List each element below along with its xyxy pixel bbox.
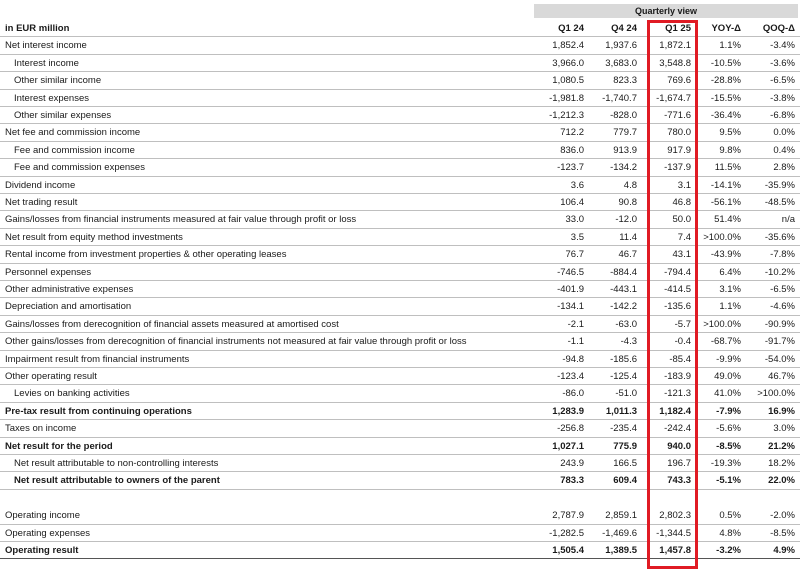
cell-q1-25: -135.6: [664, 301, 691, 313]
row-label: Interest expenses: [14, 92, 89, 104]
cell-qoq: -3.8%: [770, 92, 795, 104]
table-row: [0, 368, 800, 385]
table-row: [0, 403, 800, 420]
cell-q1-24: 3.6: [570, 179, 584, 191]
col-header-qoq: QOQ-Δ: [762, 23, 795, 34]
cell-q4-24: -142.2: [610, 301, 637, 313]
cell-q1-24: -86.0: [562, 388, 584, 400]
cell-q1-24: -401.9: [557, 284, 584, 295]
cell-q4-24: 3,683.0: [605, 57, 637, 69]
row-label: Gains/losses from derecognition of financial assets measured at amortised cost: [5, 318, 339, 330]
cell-q4-24: 913.9: [613, 144, 637, 156]
cell-qoq: -2.0%: [770, 510, 795, 522]
cell-q4-24: 823.3: [613, 75, 637, 87]
unit-label: in EUR million: [5, 23, 70, 34]
cell-q1-25: -771.6: [664, 110, 691, 121]
cell-q4-24: 2,859.1: [605, 510, 637, 522]
cell-qoq: n/a: [781, 214, 795, 226]
cell-qoq: -91.7%: [764, 336, 795, 348]
cell-yoy: -36.4%: [710, 110, 741, 121]
table-row: [0, 438, 800, 455]
cell-qoq: -4.6%: [770, 301, 795, 313]
cell-q1-25: 196.7: [667, 458, 691, 469]
table-row: [0, 229, 800, 246]
table-row: [0, 142, 800, 159]
table-row: [0, 72, 800, 89]
table-row: [0, 177, 800, 194]
row-label: Other administrative expenses: [5, 284, 134, 295]
cell-yoy: -28.8%: [710, 75, 741, 87]
cell-q1-25: 7.4: [677, 231, 691, 243]
row-label: Net interest income: [5, 40, 87, 52]
row-label: Interest income: [14, 57, 79, 69]
cell-q4-24: -134.2: [610, 162, 637, 174]
cell-q4-24: -443.1: [610, 284, 637, 295]
cell-q4-24: -4.3: [620, 336, 637, 348]
cell-q1-24: 243.9: [560, 458, 584, 469]
cell-qoq: 46.7%: [768, 371, 795, 382]
cell-q1-24: -256.8: [557, 423, 584, 435]
cell-qoq: -54.0%: [764, 353, 795, 365]
cell-q1-25: -242.4: [664, 423, 691, 435]
table-row: [0, 507, 800, 524]
cell-q4-24: -51.0: [615, 388, 637, 400]
col-header-q4-24: Q4 24: [611, 23, 637, 34]
cell-q1-24: 33.0: [565, 214, 584, 226]
table-row: [0, 194, 800, 211]
cell-q1-24: -134.1: [557, 301, 584, 313]
cell-q4-24: -125.4: [610, 371, 637, 382]
cell-qoq: -48.5%: [764, 197, 795, 208]
cell-qoq: 21.2%: [768, 440, 795, 452]
table-row: [0, 455, 800, 472]
cell-q1-25: -85.4: [669, 353, 691, 365]
cell-yoy: 49.0%: [714, 371, 741, 382]
row-label: Operating expenses: [5, 527, 91, 539]
cell-q1-24: -123.4: [557, 371, 584, 382]
cell-q1-24: 1,080.5: [552, 75, 584, 87]
row-label: Other operating result: [5, 371, 97, 382]
cell-yoy: -19.3%: [710, 458, 741, 469]
row-label: Other gains/losses from derecognition of financial instruments not measured at fair value through profit or loss: [5, 336, 467, 348]
cell-qoq: >100.0%: [757, 388, 795, 400]
cell-q1-25: 50.0: [672, 214, 691, 226]
cell-yoy: >100.0%: [703, 318, 741, 330]
cell-yoy: -43.9%: [710, 249, 741, 261]
table-row: [0, 55, 800, 72]
row-label: Levies on banking activities: [14, 388, 130, 400]
cell-yoy: 9.5%: [719, 127, 741, 139]
cell-yoy: -3.2%: [716, 545, 741, 556]
table-row: [0, 124, 800, 141]
cell-yoy: -15.5%: [710, 92, 741, 104]
cell-q1-24: -1,981.8: [549, 92, 584, 104]
table-row: [0, 211, 800, 228]
cell-q1-25: -1,674.7: [656, 92, 691, 104]
row-label: Net trading result: [5, 197, 78, 208]
cell-q4-24: 90.8: [618, 197, 637, 208]
cell-q1-25: 769.6: [667, 75, 691, 87]
table-row: [0, 420, 800, 437]
table-row: [0, 542, 800, 559]
cell-q1-24: 783.3: [560, 475, 584, 487]
cell-qoq: -90.9%: [764, 318, 795, 330]
row-label: Net fee and commission income: [5, 127, 141, 139]
cell-q1-24: -2.1: [567, 318, 584, 330]
cell-q1-25: 743.3: [667, 475, 691, 487]
cell-q1-24: 1,283.9: [552, 405, 584, 417]
cell-q1-24: 3.5: [570, 231, 584, 243]
cell-q1-24: -746.5: [557, 266, 584, 278]
cell-q1-25: 917.9: [667, 144, 691, 156]
cell-yoy: -9.9%: [716, 353, 741, 365]
cell-q1-24: -1.1: [567, 336, 584, 348]
table-row: [0, 525, 800, 542]
spacer-row: [0, 490, 800, 507]
cell-yoy: -7.9%: [716, 405, 741, 417]
cell-yoy: -5.1%: [716, 475, 741, 487]
cell-q1-25: -1,344.5: [656, 527, 691, 539]
cell-qoq: -8.5%: [770, 527, 795, 539]
cell-q4-24: -63.0: [615, 318, 637, 330]
row-label: Dividend income: [5, 179, 76, 191]
row-label: Fee and commission income: [14, 144, 135, 156]
table-row: [0, 385, 800, 402]
cell-q1-25: 3.1: [677, 179, 691, 191]
cell-q1-24: 1,852.4: [552, 40, 584, 52]
row-label: Fee and commission expenses: [14, 162, 145, 174]
cell-q1-25: -183.9: [664, 371, 691, 382]
cell-q1-25: -5.7: [674, 318, 691, 330]
cell-qoq: -35.6%: [764, 231, 795, 243]
cell-yoy: 1.1%: [719, 40, 741, 52]
cell-q4-24: -884.4: [610, 266, 637, 278]
row-label: Net result attributable to non-controlling interests: [14, 458, 219, 469]
table-row: [0, 298, 800, 315]
cell-q1-24: 76.7: [565, 249, 584, 261]
cell-q4-24: -1,469.6: [602, 527, 637, 539]
cell-q1-24: 1,027.1: [552, 440, 584, 452]
cell-q4-24: 46.7: [618, 249, 637, 261]
row-label: Other similar income: [14, 75, 102, 87]
cell-yoy: 6.4%: [719, 266, 741, 278]
cell-q1-24: 3,966.0: [552, 57, 584, 69]
cell-q1-25: 780.0: [667, 127, 691, 139]
cell-qoq: -3.6%: [770, 57, 795, 69]
cell-q1-24: 712.2: [560, 127, 584, 139]
cell-qoq: 0.0%: [773, 127, 795, 139]
col-header-yoy: YOY-Δ: [711, 23, 741, 34]
cell-q1-24: 1,505.4: [552, 545, 584, 556]
cell-qoq: 0.4%: [773, 144, 795, 156]
cell-qoq: -6.5%: [770, 75, 795, 87]
cell-q1-25: 2,802.3: [659, 510, 691, 522]
cell-yoy: -5.6%: [716, 423, 741, 435]
cell-yoy: 9.8%: [719, 144, 741, 156]
cell-q1-25: 1,457.8: [659, 545, 691, 556]
table-row: [0, 472, 800, 489]
cell-q1-24: 2,787.9: [552, 510, 584, 522]
row-label: Other similar expenses: [14, 110, 112, 121]
row-label: Depreciation and amortisation: [5, 301, 132, 313]
cell-q4-24: 11.4: [619, 231, 637, 243]
table-row: [0, 159, 800, 176]
cell-q4-24: -1,740.7: [602, 92, 637, 104]
cell-qoq: -3.4%: [770, 40, 795, 52]
cell-q1-25: 1,182.4: [659, 405, 691, 417]
cell-yoy: -8.5%: [716, 440, 741, 452]
cell-q1-24: 836.0: [560, 144, 584, 156]
row-label: Net result for the period: [5, 440, 113, 452]
cell-q1-25: 940.0: [667, 440, 691, 452]
cell-yoy: >100.0%: [703, 231, 741, 243]
cell-yoy: -56.1%: [710, 197, 741, 208]
cell-q1-25: 1,872.1: [659, 40, 691, 52]
row-label: Gains/losses from financial instruments measured at fair value through profit or loss: [5, 214, 357, 226]
table-row: [0, 316, 800, 333]
row-label: Net result attributable to owners of the parent: [14, 475, 220, 487]
cell-q1-24: -1,212.3: [549, 110, 584, 121]
cell-qoq: 2.8%: [773, 162, 795, 174]
row-label: Impairment result from financial instruments: [5, 353, 190, 365]
col-header-q1-25: Q1 25: [665, 23, 691, 34]
table-row: [0, 281, 800, 298]
cell-q4-24: 1,011.3: [605, 405, 637, 417]
cell-q1-25: -414.5: [664, 284, 691, 295]
table-row: [0, 90, 800, 107]
row-label: Taxes on income: [5, 423, 77, 435]
cell-q1-25: 3,548.8: [659, 57, 691, 69]
cell-q4-24: -12.0: [615, 214, 637, 226]
cell-q1-25: -0.4: [674, 336, 691, 348]
row-label: Operating income: [5, 510, 80, 522]
table-row: [0, 37, 800, 54]
cell-yoy: 3.1%: [719, 284, 741, 295]
cell-qoq: 18.2%: [768, 458, 795, 469]
cell-qoq: 16.9%: [768, 405, 795, 417]
table-row: [0, 333, 800, 350]
cell-yoy: -68.7%: [710, 336, 741, 348]
cell-q4-24: 1,389.5: [605, 545, 637, 556]
cell-q1-25: -121.3: [664, 388, 691, 400]
table-row: [0, 246, 800, 263]
cell-qoq: 22.0%: [768, 475, 795, 487]
row-label: Operating result: [5, 545, 79, 556]
cell-qoq: -35.9%: [764, 179, 795, 191]
cell-q1-25: 43.1: [672, 249, 691, 261]
table-row: [0, 107, 800, 124]
cell-yoy: 51.4%: [714, 214, 741, 226]
cell-yoy: -10.5%: [710, 57, 741, 69]
cell-q1-24: -1,282.5: [549, 527, 584, 539]
cell-yoy: 11.5%: [714, 162, 741, 174]
cell-q4-24: 4.8: [623, 179, 637, 191]
cell-qoq: -10.2%: [764, 266, 795, 278]
header-row: [0, 20, 800, 37]
table-row: [0, 264, 800, 281]
table-row: [0, 351, 800, 368]
cell-q1-25: -137.9: [664, 162, 691, 174]
cell-yoy: 41.0%: [714, 388, 741, 400]
cell-yoy: 0.5%: [719, 510, 741, 522]
cell-yoy: 4.8%: [719, 527, 741, 539]
quarterly-view-header: Quarterly view: [534, 4, 798, 18]
cell-q1-25: -794.4: [664, 266, 691, 278]
row-label: Net result from equity method investments: [5, 231, 183, 243]
cell-qoq: -6.8%: [770, 110, 795, 121]
cell-yoy: 1.1%: [719, 301, 741, 313]
cell-qoq: -7.8%: [770, 249, 795, 261]
cell-q4-24: 779.7: [613, 127, 637, 139]
cell-q4-24: 1,937.6: [605, 40, 637, 52]
cell-q1-25: 46.8: [672, 197, 691, 208]
cell-q4-24: -828.0: [610, 110, 637, 121]
cell-yoy: -14.1%: [710, 179, 741, 191]
cell-q4-24: -235.4: [610, 423, 637, 435]
cell-q4-24: 775.9: [613, 440, 637, 452]
cell-q4-24: -185.6: [610, 353, 637, 365]
row-label: Rental income from investment properties & other operating leases: [5, 249, 287, 261]
col-header-q1-24: Q1 24: [558, 23, 584, 34]
cell-q1-24: -123.7: [557, 162, 584, 174]
cell-q4-24: 609.4: [613, 475, 637, 487]
cell-qoq: 3.0%: [773, 423, 795, 435]
row-label: Personnel expenses: [5, 266, 92, 278]
cell-q1-24: -94.8: [562, 353, 584, 365]
cell-qoq: 4.9%: [773, 545, 795, 556]
cell-qoq: -6.5%: [770, 284, 795, 295]
cell-q1-24: 106.4: [560, 197, 584, 208]
row-label: Pre-tax result from continuing operations: [5, 405, 192, 417]
cell-q4-24: 166.5: [613, 458, 637, 469]
